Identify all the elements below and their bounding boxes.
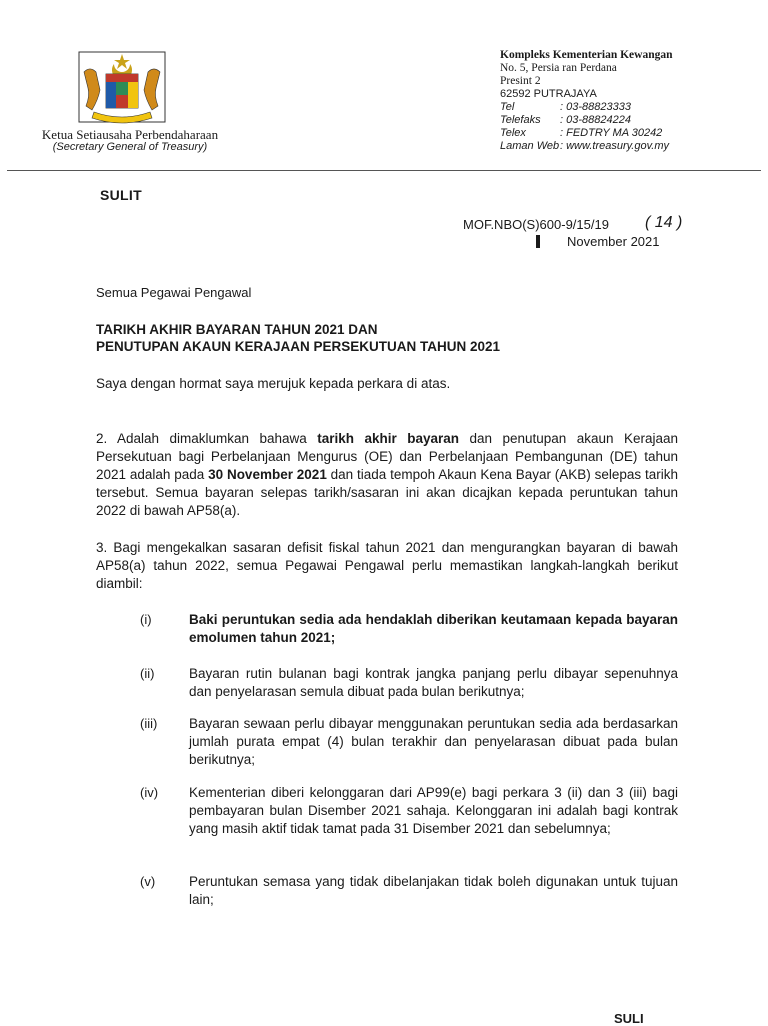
- item-number: (ii): [140, 666, 155, 681]
- address-postcode: 62592 PUTRAJAYA: [500, 88, 597, 100]
- item-number: (v): [140, 874, 156, 889]
- item-text: Peruntukan semasa yang tidak dibelanjakan tidak boleh digunakan untuk tujuan lain;: [189, 874, 678, 907]
- contact-label: Laman Web: [500, 140, 560, 152]
- org-subtitle: (Secretary General of Treasury): [52, 141, 208, 153]
- contact-value: : 03-88823333: [560, 101, 631, 113]
- item-text: Bayaran sewaan perlu dibayar menggunakan peruntukan sedia ada berdasarkan jumlah purata empat (4) bulan terakhir dan penyelarasan dibuat pada bulan berikutnya;: [189, 716, 678, 767]
- paragraph-2-text: dan tiada tempoh Akaun Kena Bayar (AKB) selepas tarikh tersebut. Semua bayaran selepas tarikh/sasaran ini akan dicajkan kepada peruntukan tahun 2022 di bawah AP58(a).: [96, 467, 678, 518]
- letter-title: [96, 321, 696, 355]
- contact-value: : 03-88824224: [560, 114, 631, 126]
- title-line-2: PENUTUPAN AKAUN KERAJAAN PERSEKUTUAN TAHUN 2021: [96, 339, 501, 354]
- contact-fax: [500, 114, 765, 127]
- letter-date: November 2021: [567, 234, 660, 249]
- contact-value: : www.treasury.gov.my: [560, 140, 670, 152]
- contact-web: [500, 140, 765, 153]
- contact-list: [500, 101, 765, 153]
- contact-label: Telefaks: [500, 114, 541, 126]
- item-text: Bayaran rutin bulanan bagi kontrak jangka panjang perlu dibayar sepenuhnya dan penyelarasan semula dibuat pada bulan berikutnya;: [189, 666, 678, 699]
- address-block: [500, 49, 765, 153]
- title-line-1: TARIKH AKHIR BAYARAN TAHUN 2021 DAN: [96, 322, 378, 337]
- item-text: Kementerian diberi kelonggaran dari AP99(e) bagi perkara 3 (ii) dan 3 (iii) bagi pembayaran bulan Disember 2021 sahaja. Kelonggaran ini adalah bagi kontrak yang masih aktif tidak tamat pada 31 Disember 2021 dan sebelumnya;: [189, 785, 678, 836]
- footer-classification: SULI: [614, 1011, 644, 1026]
- reference-code: MOF.NBO(S)600-9/15/19: [463, 217, 609, 232]
- paragraph-2-date-emphasis: 30 November 2021: [208, 467, 327, 482]
- paragraph-2-emphasis: tarikh akhir bayaran: [317, 431, 459, 446]
- header-divider: [7, 170, 761, 171]
- paragraph-2: [96, 430, 678, 520]
- paragraph-2-text: dan penutupan akaun Kerajaan Persekutuan bagi Perbelanjaan Mengurus (OE) dan Perbelanjaan Pembangunan (DE) tahun 2021 adalah pada: [96, 431, 679, 482]
- paragraph-2-text: 2. Adalah dimaklumkan bahawa: [96, 431, 318, 446]
- reference-number: ( 14 ): [645, 214, 683, 231]
- contact-value: : FEDTRY MA 30242: [560, 127, 663, 139]
- contact-label: Telex: [500, 127, 526, 139]
- org-name: Ketua Setiausaha Perbendaharaan: [41, 127, 219, 142]
- paragraph-3: 3. Bagi mengekalkan sasaran defisit fiskal tahun 2021 dan mengurangkan bayaran di bawah AP58(a) tahun 2022, semua Pegawai Pengawal perlu memastikan langkah-langkah berikut diambil:: [96, 540, 678, 591]
- item-number: (iv): [140, 785, 159, 800]
- address-precinct: Presint 2: [500, 75, 541, 87]
- paragraph-1: Saya dengan hormat saya merujuk kepada perkara di atas.: [96, 376, 451, 391]
- classification-label: SULIT: [100, 187, 142, 203]
- item-number: (iii): [140, 716, 158, 731]
- coat-of-arms-logo: [76, 48, 168, 126]
- item-number: (i): [140, 612, 152, 627]
- contact-tel: [500, 101, 765, 114]
- address-street: No. 5, Persia ran Perdana: [500, 62, 617, 74]
- date-day-mark: [536, 235, 540, 248]
- addressee: Semua Pegawai Pengawal: [96, 285, 252, 300]
- item-text: Baki peruntukan sedia ada hendaklah diberikan keutamaan kepada bayaran emolumen tahun 2021;: [189, 612, 678, 645]
- contact-telex: [500, 127, 765, 140]
- address-building: Kompleks Kementerian Kewangan: [500, 49, 673, 61]
- contact-label: Tel: [500, 101, 515, 113]
